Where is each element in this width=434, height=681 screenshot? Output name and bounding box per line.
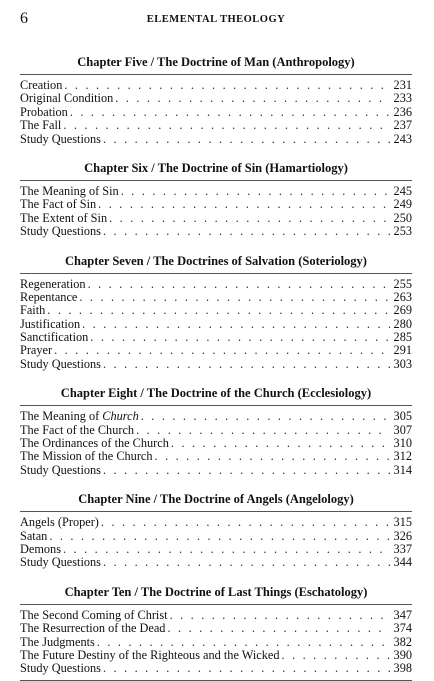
- toc-entry: [20, 106, 412, 119]
- entry-title: [20, 291, 79, 304]
- entry-title: [20, 649, 282, 662]
- entry-page-number: 314: [393, 463, 412, 477]
- toc-entry: [20, 516, 412, 529]
- dot-leader: [88, 278, 390, 291]
- chapter-heading: Chapter Eight / The Doctrine of the Church (Ecclesiology): [60, 386, 372, 401]
- toc-entry: [20, 331, 412, 344]
- entry-title-text: The Meaning of: [20, 410, 103, 424]
- entry-title-text: The Extent of Sin: [20, 211, 108, 225]
- dot-leader: [70, 106, 390, 119]
- chapter-rule: [20, 180, 412, 181]
- toc-entry: [20, 556, 412, 569]
- toc-entry: [20, 304, 412, 317]
- dot-leader: [54, 344, 389, 357]
- toc-entry: [20, 198, 412, 211]
- entry-title-text: Demons: [20, 542, 61, 556]
- entry-title: [20, 516, 101, 529]
- toc-entry: [20, 530, 412, 543]
- entry-page-number: 398: [393, 662, 412, 676]
- toc-entry: [20, 437, 412, 450]
- entry-list: [20, 609, 412, 676]
- entry-title-text: The Fact of Sin: [20, 198, 97, 212]
- entry-title: [20, 636, 97, 649]
- entry-title: [20, 331, 90, 344]
- entry-title: [20, 185, 121, 198]
- entry-page-number: 263: [393, 290, 412, 304]
- chapter-heading: Chapter Six / The Doctrine of Sin (Hamartiology): [84, 160, 348, 175]
- entry-title-italic: Church: [102, 410, 139, 424]
- toc-entry: [20, 424, 412, 437]
- toc-entry: [20, 79, 412, 92]
- entry-page-number: 305: [393, 410, 412, 424]
- entry-page-number: 291: [393, 344, 412, 358]
- dot-leader: [167, 622, 389, 635]
- toc-page: [20, 8, 412, 681]
- page-number: 6: [20, 10, 28, 27]
- entry-title-text: The Ordinances of the Church: [20, 437, 169, 451]
- entry-title-text: Study Questions: [20, 463, 101, 477]
- entry-title-text: Probation: [20, 105, 68, 119]
- entry-title: [20, 133, 103, 146]
- entry-title: [20, 92, 115, 105]
- entry-page-number: 245: [393, 184, 412, 198]
- dot-leader: [82, 318, 389, 331]
- toc-entry: [20, 636, 412, 649]
- chapter-heading: Chapter Ten / The Doctrine of Last Things (Eschatology): [64, 584, 368, 599]
- entry-title-text: The Fall: [20, 119, 62, 133]
- entry-page-number: 236: [393, 105, 412, 119]
- dot-leader: [136, 424, 389, 437]
- chapter-section: [20, 54, 412, 146]
- entry-list: [20, 516, 412, 570]
- dot-leader: [47, 304, 389, 317]
- entry-page-number: 374: [393, 622, 412, 636]
- entry-page-number: 255: [393, 277, 412, 291]
- entry-title: [20, 530, 49, 543]
- entry-title: [20, 106, 70, 119]
- dot-leader: [141, 410, 390, 423]
- entry-title: [20, 304, 47, 317]
- entry-title-text: Regeneration: [20, 277, 86, 291]
- dot-leader: [103, 358, 390, 371]
- chapter-heading: Chapter Seven / The Doctrines of Salvation (Soteriology): [65, 253, 367, 268]
- chapter-section: [20, 253, 412, 372]
- entry-title: [20, 212, 109, 225]
- entry-title: [20, 318, 82, 331]
- entry-list: [20, 278, 412, 372]
- entry-title: [20, 464, 103, 477]
- dot-leader: [171, 437, 390, 450]
- entry-page-number: 344: [393, 556, 412, 570]
- entry-page-number: 382: [393, 635, 412, 649]
- chapter-heading: Chapter Nine / The Doctrine of Angels (Angelology): [78, 492, 354, 507]
- entry-page-number: 253: [393, 225, 412, 239]
- entry-title-text: The Meaning of Sin: [20, 184, 119, 198]
- chapter-rule: [20, 511, 412, 512]
- chapter-rule: [20, 273, 412, 274]
- dot-leader: [103, 464, 390, 477]
- entry-page-number: 315: [393, 516, 412, 530]
- toc-entry: [20, 291, 412, 304]
- entry-page-number: 250: [393, 211, 412, 225]
- entry-title-text: Prayer: [20, 344, 53, 358]
- entry-title: [20, 609, 170, 622]
- toc-entry: [20, 662, 412, 675]
- entry-title-text: Study Questions: [20, 662, 101, 676]
- entry-page-number: 280: [393, 317, 412, 331]
- entry-title: [20, 79, 64, 92]
- toc-entry: [20, 450, 412, 463]
- toc-entry: [20, 318, 412, 331]
- dot-leader: [103, 133, 390, 146]
- entry-page-number: 285: [393, 331, 412, 345]
- dot-leader: [170, 609, 390, 622]
- entry-page-number: 390: [393, 648, 412, 662]
- dot-leader: [97, 636, 390, 649]
- toc-entry: [20, 185, 412, 198]
- dot-leader: [282, 649, 390, 662]
- entry-title: [20, 437, 171, 450]
- chapter-rule: [20, 405, 412, 406]
- chapter-list: [20, 54, 412, 681]
- entry-title-text: Repentance: [20, 290, 78, 304]
- entry-title-text: Study Questions: [20, 357, 101, 371]
- dot-leader: [103, 225, 390, 238]
- entry-title-text: The Judgments: [20, 635, 95, 649]
- entry-title: [20, 225, 103, 238]
- entry-page-number: 303: [393, 357, 412, 371]
- entry-title-text: Study Questions: [20, 225, 101, 239]
- entry-title: [20, 556, 103, 569]
- toc-entry: [20, 119, 412, 132]
- toc-entry: [20, 278, 412, 291]
- toc-entry: [20, 464, 412, 477]
- toc-entry: [20, 410, 412, 423]
- toc-entry: [20, 344, 412, 357]
- toc-entry: [20, 609, 412, 622]
- entry-page-number: 249: [393, 198, 412, 212]
- dot-leader: [155, 450, 390, 463]
- chapter-rule: [20, 74, 412, 75]
- dot-leader: [109, 212, 389, 225]
- toc-entry: [20, 622, 412, 635]
- dot-leader: [98, 198, 389, 211]
- entry-title: [20, 622, 167, 635]
- chapter-section: [20, 584, 412, 681]
- entry-page-number: 269: [393, 304, 412, 318]
- chapter-rule: [20, 604, 412, 605]
- dot-leader: [101, 516, 390, 529]
- entry-title-text: Study Questions: [20, 556, 101, 570]
- entry-title-text: The Second Coming of Christ: [20, 608, 168, 622]
- entry-page-number: 233: [393, 92, 412, 106]
- entry-title-text: The Resurrection of the Dead: [20, 622, 166, 636]
- book-title: ELEMENTAL THEOLOGY: [146, 14, 286, 25]
- entry-title-text: The Mission of the Church: [20, 450, 153, 464]
- entry-title-text: Angels (Proper): [20, 516, 99, 530]
- chapter-section: [20, 491, 412, 570]
- dot-leader: [121, 185, 390, 198]
- toc-entry: [20, 358, 412, 371]
- chapter-section: [20, 385, 412, 477]
- entry-title: [20, 543, 63, 556]
- entry-title-text: Justification: [20, 317, 81, 331]
- entry-title-text: The Future Destiny of the Righteous and the Wicked: [20, 648, 280, 662]
- entry-page-number: 337: [393, 542, 412, 556]
- entry-title-text: Faith: [20, 304, 46, 318]
- dot-leader: [115, 92, 389, 105]
- entry-title-text: Creation: [20, 79, 63, 92]
- entry-title: [20, 198, 98, 211]
- entry-list: [20, 410, 412, 477]
- dot-leader: [64, 79, 389, 92]
- entry-title: [20, 410, 141, 423]
- entry-page-number: 326: [393, 529, 412, 543]
- entry-title-text: Sanctification: [20, 331, 89, 345]
- dot-leader: [63, 543, 390, 556]
- toc-entry: [20, 649, 412, 662]
- toc-entry: [20, 212, 412, 225]
- entry-title: [20, 450, 155, 463]
- chapter-heading: Chapter Five / The Doctrine of Man (Anthropology): [77, 55, 355, 69]
- dot-leader: [79, 291, 389, 304]
- entry-list: [20, 185, 412, 239]
- running-head: [20, 8, 412, 30]
- entry-page-number: 231: [393, 79, 412, 92]
- entry-page-number: 243: [393, 132, 412, 146]
- dot-leader: [49, 530, 389, 543]
- dot-leader: [63, 119, 389, 132]
- entry-title-text: The Fact of the Church: [20, 423, 135, 437]
- entry-page-number: 237: [393, 119, 412, 133]
- entry-title-text: Satan: [20, 529, 48, 543]
- toc-entry: [20, 92, 412, 105]
- entry-title: [20, 358, 103, 371]
- toc-entry: [20, 133, 412, 146]
- entry-page-number: 312: [393, 450, 412, 464]
- entry-title: [20, 662, 103, 675]
- dot-leader: [103, 662, 390, 675]
- entry-title-text: Study Questions: [20, 132, 101, 146]
- entry-title-text: Original Condition: [20, 92, 114, 106]
- chapter-section: [20, 160, 412, 239]
- entry-page-number: 307: [393, 423, 412, 437]
- entry-title: [20, 344, 54, 357]
- toc-entry: [20, 225, 412, 238]
- toc-entry: [20, 543, 412, 556]
- entry-page-number: 347: [393, 608, 412, 622]
- entry-title: [20, 278, 88, 291]
- dot-leader: [90, 331, 389, 344]
- entry-title: [20, 424, 136, 437]
- entry-title: [20, 119, 63, 132]
- dot-leader: [103, 556, 390, 569]
- entry-list: [20, 79, 412, 146]
- entry-page-number: 310: [393, 437, 412, 451]
